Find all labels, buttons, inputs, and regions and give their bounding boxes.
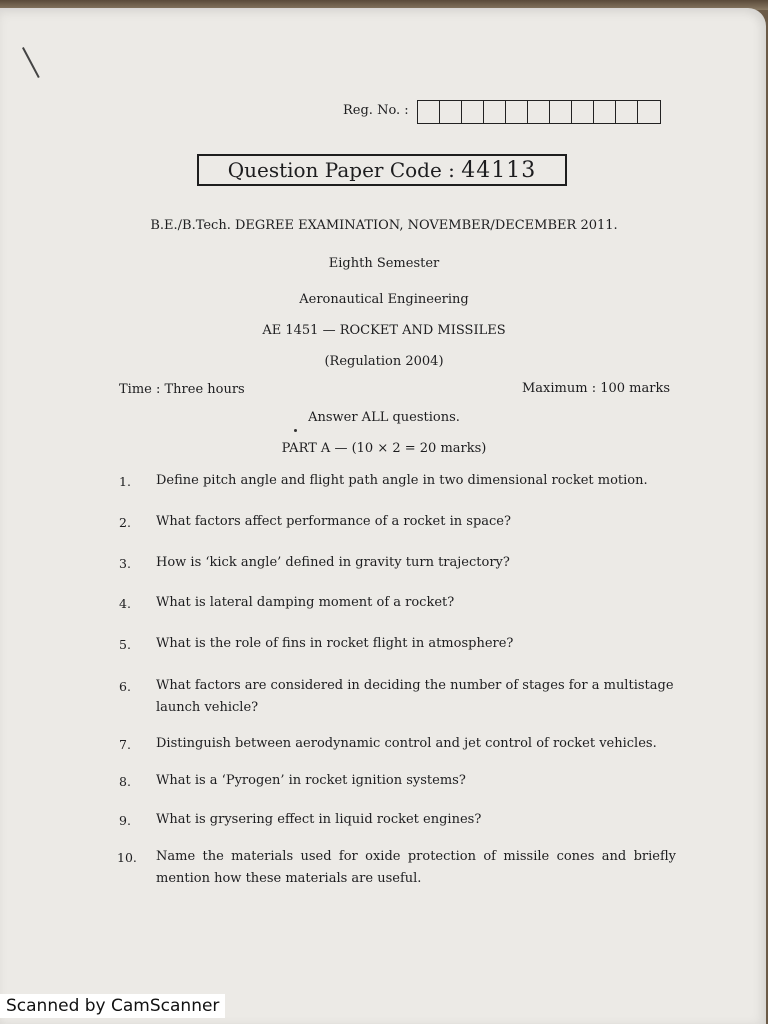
- question-text: Name the materials used for oxide protection of missile cones and briefly mention how these materials are useful.: [156, 849, 676, 886]
- question-number: 8.: [119, 774, 131, 789]
- reg-no-digit-box: [418, 101, 440, 123]
- semester: Eighth Semester: [328, 256, 440, 271]
- question-number: 10.: [117, 850, 137, 865]
- paper-sheet: [0, 8, 766, 1024]
- question-text: What factors affect performance of a rocket in space?: [156, 514, 511, 529]
- reg-no-digit-box: [616, 101, 638, 123]
- part-a-heading: PART A — (10 × 2 = 20 marks): [281, 441, 487, 456]
- reg-no-digit-box: [638, 101, 660, 123]
- reg-no-digit-box: [550, 101, 572, 123]
- paper-code-value: 44113: [461, 158, 537, 183]
- question-number: 3.: [119, 556, 131, 571]
- question-number: 1.: [119, 474, 131, 489]
- reg-no-label: Reg. No. :: [343, 103, 409, 118]
- paper-code-label: Question Paper Code :: [227, 158, 462, 182]
- question-text: Define pitch angle and flight path angle in two dimensional rocket motion.: [156, 473, 648, 488]
- question-text: How is ‘kick angle’ defined in gravity turn trajectory?: [156, 555, 510, 570]
- reg-no-digit-box: [462, 101, 484, 123]
- question-number: 9.: [119, 813, 131, 828]
- degree-line: B.E./B.Tech. DEGREE EXAMINATION, NOVEMBER/DECEMBER 2011.: [150, 218, 618, 233]
- question-number: 6.: [119, 679, 131, 694]
- course-title: AE 1451 — ROCKET AND MISSILES: [262, 323, 506, 338]
- reg-no-digit-box: [594, 101, 616, 123]
- time-allowed: Time : Three hours: [119, 382, 245, 397]
- question-text: What is lateral damping moment of a rocket?: [156, 595, 455, 610]
- question-text: What is grysering effect in liquid rocket engines?: [156, 812, 482, 827]
- regulation: (Regulation 2004): [324, 354, 444, 369]
- reg-no-digit-box: [440, 101, 462, 123]
- instruction: Answer ALL questions.: [308, 410, 460, 425]
- scanner-watermark: Scanned by CamScanner: [0, 994, 225, 1018]
- pen-mark: [22, 47, 40, 78]
- question-number: 2.: [119, 515, 131, 530]
- question-text: What factors are considered in deciding the number of stages for a multistage launch vehicle?: [156, 678, 674, 715]
- department: Aeronautical Engineering: [299, 292, 469, 307]
- reg-no-digit-box: [528, 101, 550, 123]
- question-text: Distinguish between aerodynamic control and jet control of rocket vehicles.: [156, 736, 657, 751]
- reg-no-boxes: [417, 100, 661, 124]
- reg-no-digit-box: [484, 101, 506, 123]
- question-number: 7.: [119, 737, 131, 752]
- question-number: 4.: [119, 596, 131, 611]
- maximum-marks: Maximum : 100 marks: [522, 381, 671, 396]
- reg-no-digit-box: [506, 101, 528, 123]
- ink-dot: [294, 429, 297, 432]
- question-number: 5.: [119, 637, 131, 652]
- question-text: What is the role of fins in rocket flight in atmosphere?: [156, 636, 514, 651]
- question-text: What is a ‘Pyrogen’ in rocket ignition systems?: [156, 773, 466, 788]
- question-paper-code-box: [197, 154, 567, 186]
- reg-no-digit-box: [572, 101, 594, 123]
